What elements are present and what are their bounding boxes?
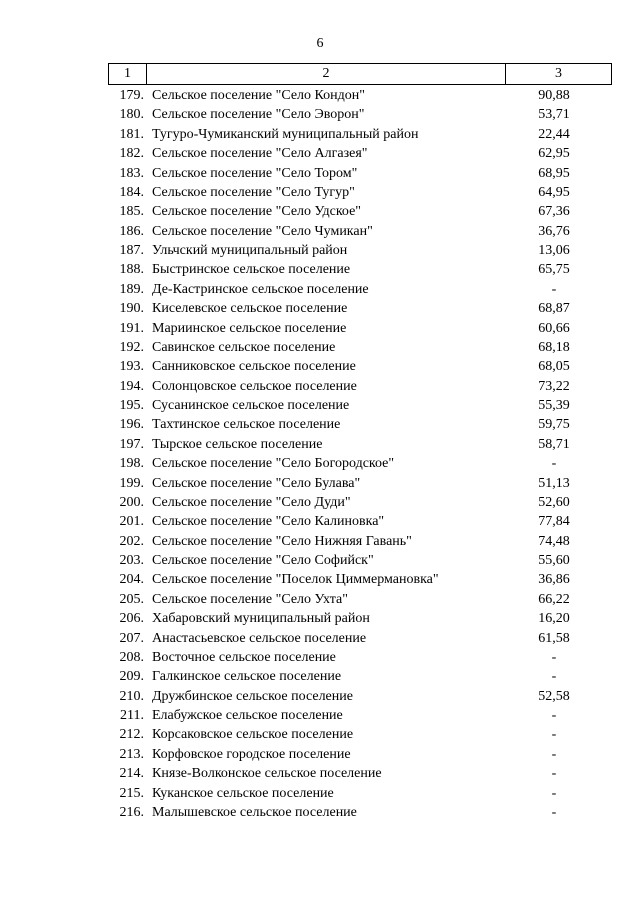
row-name: Сельское поселение "Село Удское" bbox=[152, 204, 362, 220]
row-number: 214. bbox=[119, 766, 144, 782]
row-number: 203. bbox=[119, 553, 144, 568]
column-header-table bbox=[108, 63, 612, 85]
row-number: 213. bbox=[119, 746, 144, 762]
row-number: 215. bbox=[119, 785, 144, 801]
row-value: 62,95 bbox=[538, 146, 570, 162]
row-name: Сельское поселение "Село Кондон" bbox=[152, 88, 366, 103]
table-row bbox=[108, 164, 610, 183]
row-number: 199. bbox=[119, 475, 144, 491]
row-number: 209. bbox=[119, 669, 144, 685]
row-value: 68,95 bbox=[538, 165, 570, 181]
row-value: 73,22 bbox=[538, 378, 570, 394]
table-row bbox=[108, 609, 610, 628]
row-name: Сельское поселение "Село Дуди" bbox=[152, 494, 351, 510]
table-row bbox=[108, 280, 610, 299]
row-value: - bbox=[551, 456, 557, 472]
row-name: Хабаровский муниципальный район bbox=[152, 611, 370, 627]
row-number: 179. bbox=[119, 88, 144, 103]
row-value: - bbox=[551, 766, 557, 782]
table-row bbox=[108, 784, 610, 803]
table-row bbox=[108, 319, 610, 338]
row-number: 195. bbox=[119, 398, 144, 413]
row-name: Тырское сельское поселение bbox=[152, 436, 323, 452]
row-name: Сельское поселение "Село Булава" bbox=[152, 475, 361, 491]
table-row bbox=[108, 493, 610, 512]
row-value: 64,95 bbox=[538, 184, 570, 200]
row-name: Санниковское сельское поселение bbox=[152, 359, 356, 375]
table-row bbox=[108, 706, 610, 725]
row-number: 196. bbox=[119, 417, 144, 433]
row-name: Солонцовское сельское поселение bbox=[152, 378, 357, 394]
row-number: 204. bbox=[119, 572, 144, 588]
row-name: Сельское поселение "Поселок Циммермановка" bbox=[152, 572, 439, 588]
row-name: Сельское поселение "Село Тором" bbox=[152, 165, 358, 181]
row-name: Корфовское городское поселение bbox=[152, 746, 351, 762]
column-header-row bbox=[109, 64, 612, 85]
table-row bbox=[108, 745, 610, 764]
row-value: 13,06 bbox=[538, 243, 570, 258]
column-header-3: 3 bbox=[506, 64, 612, 85]
table-row bbox=[108, 454, 610, 473]
row-value: - bbox=[551, 281, 557, 297]
row-value: - bbox=[551, 649, 557, 665]
row-name: Савинское сельское поселение bbox=[152, 339, 336, 355]
row-value: 59,75 bbox=[538, 417, 570, 433]
row-value: 68,05 bbox=[538, 359, 570, 375]
table-row bbox=[108, 86, 610, 105]
table-row bbox=[108, 590, 610, 609]
row-number: 186. bbox=[119, 223, 144, 239]
table-row bbox=[108, 629, 610, 648]
table-row bbox=[108, 667, 610, 686]
row-number: 212. bbox=[119, 727, 144, 743]
row-number: 194. bbox=[119, 378, 144, 394]
table-row bbox=[108, 222, 610, 241]
table-row bbox=[108, 260, 610, 279]
table-row bbox=[108, 357, 610, 376]
table-row bbox=[108, 551, 610, 570]
row-name: Елабужское сельское поселение bbox=[152, 708, 343, 723]
row-value: - bbox=[551, 746, 557, 762]
row-value: 68,18 bbox=[538, 339, 570, 355]
row-name: Куканское сельское поселение bbox=[152, 785, 334, 801]
table-row bbox=[108, 377, 610, 396]
row-name: Сельское поселение "Село Нижняя Гавань" bbox=[152, 533, 412, 549]
row-name: Быстринское сельское поселение bbox=[152, 262, 351, 278]
table-row bbox=[108, 474, 610, 493]
row-value: 61,58 bbox=[538, 630, 570, 646]
table-row bbox=[108, 764, 610, 783]
row-number: 193. bbox=[119, 359, 144, 375]
row-name: Сельское поселение "Село Алгазея" bbox=[152, 146, 368, 162]
column-header-1: 1 bbox=[109, 64, 147, 85]
row-number: 206. bbox=[119, 611, 144, 627]
row-value: 16,20 bbox=[538, 611, 570, 627]
row-number: 190. bbox=[119, 301, 144, 317]
row-name: Сельское поселение "Село Эворон" bbox=[152, 107, 365, 123]
row-value: 55,60 bbox=[538, 553, 570, 568]
row-value: - bbox=[551, 727, 557, 743]
table-row bbox=[108, 105, 610, 124]
row-value: 67,36 bbox=[538, 204, 570, 220]
table-row bbox=[108, 183, 610, 202]
row-name: Малышевское сельское поселение bbox=[152, 804, 357, 820]
row-name: Киселевское сельское поселение bbox=[152, 301, 348, 317]
row-name: Князе-Волконское сельское поселение bbox=[152, 766, 382, 782]
row-number: 189. bbox=[119, 281, 144, 297]
row-number: 182. bbox=[119, 146, 144, 162]
row-name: Анастасьевское сельское поселение bbox=[152, 630, 367, 646]
row-number: 187. bbox=[119, 243, 144, 258]
table-row bbox=[108, 415, 610, 434]
table-row bbox=[108, 648, 610, 667]
row-number: 200. bbox=[119, 494, 144, 510]
row-value: 55,39 bbox=[538, 398, 570, 413]
row-value: - bbox=[551, 708, 557, 723]
row-value: - bbox=[551, 804, 557, 820]
table-row bbox=[108, 125, 610, 144]
row-number: 184. bbox=[119, 184, 144, 200]
row-name: Сельское поселение "Село Софийск" bbox=[152, 553, 374, 568]
row-value: 65,75 bbox=[538, 262, 570, 278]
row-number: 185. bbox=[119, 204, 144, 220]
row-name: Сельское поселение "Село Тугур" bbox=[152, 184, 355, 200]
row-name: Восточное сельское поселение bbox=[152, 649, 336, 665]
row-value: 77,84 bbox=[538, 514, 570, 530]
table-row bbox=[108, 241, 610, 260]
row-number: 210. bbox=[119, 688, 144, 704]
row-number: 207. bbox=[119, 630, 144, 646]
row-name: Де-Кастринское сельское поселение bbox=[152, 281, 369, 297]
row-name: Сусанинское сельское поселение bbox=[152, 398, 350, 413]
row-value: 51,13 bbox=[538, 475, 570, 491]
row-number: 202. bbox=[119, 533, 144, 549]
row-number: 198. bbox=[119, 456, 144, 472]
row-number: 180. bbox=[119, 107, 144, 123]
row-number: 188. bbox=[119, 262, 144, 278]
row-number: 197. bbox=[119, 436, 144, 452]
row-value: 68,87 bbox=[538, 301, 570, 317]
page-number: 6 bbox=[316, 36, 324, 51]
table-row bbox=[108, 570, 610, 589]
row-value: 90,88 bbox=[538, 88, 570, 103]
row-number: 205. bbox=[119, 591, 144, 607]
row-value: 52,58 bbox=[538, 688, 570, 704]
table-row bbox=[108, 725, 610, 744]
row-value: - bbox=[551, 785, 557, 801]
row-name: Сельское поселение "Село Богородское" bbox=[152, 456, 395, 472]
row-name: Ульчский муниципальный район bbox=[152, 243, 348, 258]
row-number: 192. bbox=[119, 339, 144, 355]
row-value: 58,71 bbox=[538, 436, 570, 452]
row-name: Сельское поселение "Село Ухта" bbox=[152, 591, 348, 607]
row-name: Галкинское сельское поселение bbox=[152, 669, 342, 685]
row-number: 201. bbox=[119, 514, 144, 530]
row-value: 66,22 bbox=[538, 591, 570, 607]
row-value: 22,44 bbox=[538, 126, 570, 142]
table-row bbox=[108, 338, 610, 357]
row-value: 52,60 bbox=[538, 494, 570, 510]
table-row bbox=[108, 435, 610, 454]
table-row bbox=[108, 299, 610, 318]
row-name: Мариинское сельское поселение bbox=[152, 320, 347, 336]
row-number: 216. bbox=[119, 804, 144, 820]
row-name: Корсаковское сельское поселение bbox=[152, 727, 354, 743]
table-row bbox=[108, 512, 610, 531]
row-name: Сельское поселение "Село Калиновка" bbox=[152, 514, 385, 530]
table-row bbox=[108, 396, 610, 415]
table-row bbox=[108, 202, 610, 221]
row-name: Дружбинское сельское поселение bbox=[152, 688, 353, 704]
table-row bbox=[108, 687, 610, 706]
table-row bbox=[108, 532, 610, 551]
row-value: 36,76 bbox=[538, 223, 570, 239]
column-header-2: 2 bbox=[147, 64, 506, 85]
row-value: 60,66 bbox=[538, 320, 570, 336]
row-number: 191. bbox=[119, 320, 144, 336]
row-value: 53,71 bbox=[538, 107, 570, 123]
row-value: 74,48 bbox=[538, 533, 570, 549]
table-row bbox=[108, 144, 610, 163]
row-value: - bbox=[551, 669, 557, 685]
table-body bbox=[108, 86, 610, 822]
row-value: 36,86 bbox=[538, 572, 570, 588]
row-number: 183. bbox=[119, 165, 144, 181]
row-number: 211. bbox=[120, 708, 144, 723]
row-name: Тахтинское сельское поселение bbox=[152, 417, 341, 433]
row-number: 181. bbox=[119, 126, 144, 142]
table-row bbox=[108, 803, 610, 822]
row-number: 208. bbox=[119, 649, 144, 665]
row-name: Сельское поселение "Село Чумикан" bbox=[152, 223, 373, 239]
row-name: Тугуро-Чумиканский муниципальный район bbox=[152, 126, 419, 142]
